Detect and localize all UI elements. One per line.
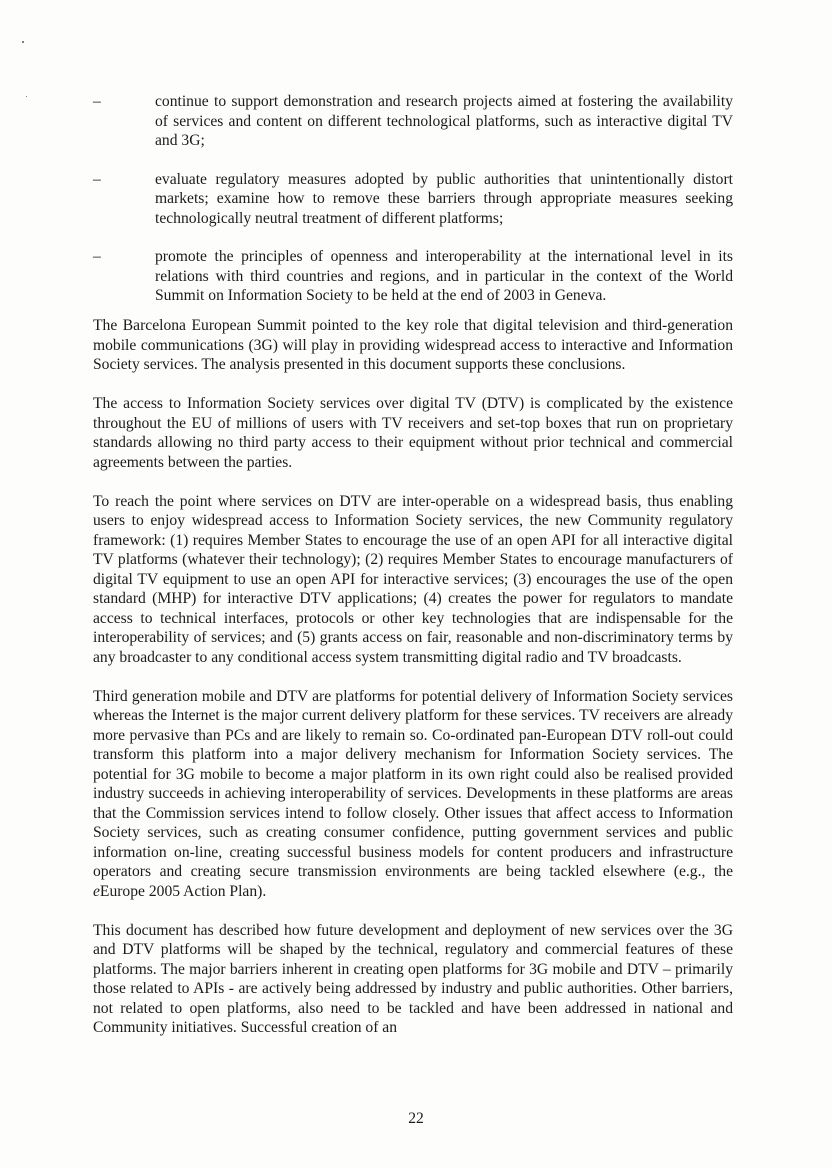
bullet-dash: – xyxy=(93,248,101,265)
bullet-dash: – xyxy=(93,93,101,110)
scan-speck xyxy=(26,96,27,97)
bullet-text: continue to support demonstration and research projects aimed at fostering the availability of services and content on different technological platforms, such as interactive digital TV and 3G; xyxy=(155,93,733,149)
bullet-list xyxy=(93,92,733,306)
paragraph-platforms-text: Third generation mobile and DTV are platforms for potential delivery of Information Society services whereas the Internet is the major current delivery platform for these services. TV receivers are already more pervasive than PCs and are likely to remain so. Co-ordinated pan-European DTV roll-out could transform this platform into a major delivery mechanism for Information Society services. The potential for 3G mobile to become a major platform in its own right could also be realised provided industry succeeds in achieving interoperability of services. Developments in these platforms are areas that the Commission services intend to follow closely. Other issues that affect access to Information Society services, such as creating consumer confidence, putting government services and public information on-line, creating successful business models for content producers and infrastructure operators and creating secure transmission environments are being tackled elsewhere (e.g., the xyxy=(93,687,733,880)
paragraph-barcelona-summit: The Barcelona European Summit pointed to the key role that digital television and third-generation mobile communications (3G) will play in providing widespread access to interactive and Information Society services. The analysis presented in this document supports these conclusions. xyxy=(93,317,733,373)
bullet-text: evaluate regulatory measures adopted by public authorities that unintentionally distort markets; examine how to remove these barriers through appropriate measures seeking technologically neutral treatment of different platforms; xyxy=(155,170,733,227)
bullet-dash: – xyxy=(93,170,101,188)
paragraph-dtv-access: The access to Information Society services over digital TV (DTV) is complicated by the existence throughout the EU of millions of users with TV receivers and set-top boxes that run on proprietary standards allowing no third party access to their equipment without prior technical and commercial agreements between the parties. xyxy=(93,395,733,471)
bullet-item xyxy=(93,170,733,229)
scan-speck xyxy=(22,41,24,43)
bullet-text: promote the principles of openness and interoperability at the international level in its relations with third countries and regions, and in particular in the context of the World Summit on Information Society to be held at the end of 2003 in Geneva. xyxy=(155,248,733,304)
bullet-item xyxy=(93,247,733,306)
paragraph-conclusion: This document has described how future development and deployment of new services over the 3G and DTV platforms will be shaped by the technical, regulatory and commercial features of these platforms. The major barriers inherent in creating open platforms for 3G mobile and DTV – primarily those related to APIs - are actively being addressed by industry and public authorities. Other barriers, not related to open platforms, also need to be tackled and have been addressed in national and Community initiatives. Successful creation of an xyxy=(93,921,733,1036)
paragraph-regulatory-framework: To reach the point where services on DTV are inter-operable on a widespread basis, thus enabling users to enjoy widespread access to Information Society services, the new Community regulatory framework: (1) requires Member States to encourage the use of an open API for all interactive digital TV platforms (whatever their technology); (2) requires Member States to encourage manufacturers of digital TV equipment to use an open API for interactive services; (3) encourages the use of the open standard (MHP) for interactive DTV applications; (4) creates the power for regulators to mandate access to technical interfaces, protocols or other key technologies that are indispensable for the interoperability of services; and (5) grants access on fair, reasonable and non-discriminatory terms by any broadcaster to any conditional access system transmitting digital radio and TV broadcasts. xyxy=(93,492,733,666)
bullet-item xyxy=(93,92,733,151)
body-text xyxy=(93,316,733,1057)
paragraph-platforms-text-end: Europe 2005 Action Plan). xyxy=(99,882,267,900)
page-number: 22 xyxy=(408,1110,424,1127)
eeurope-italic-e: e xyxy=(93,882,100,900)
paragraph-platforms xyxy=(93,687,733,902)
